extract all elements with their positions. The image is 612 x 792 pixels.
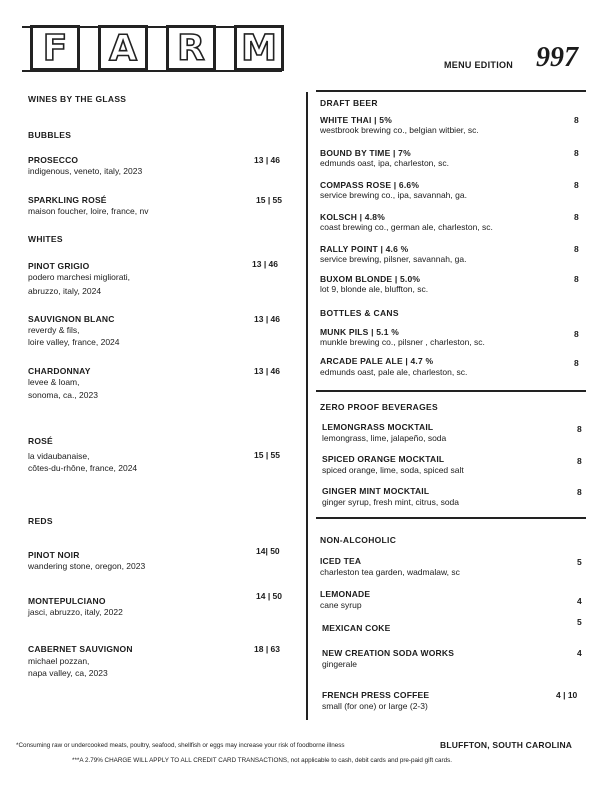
menu-item-desc: napa valley, ca, 2023 (28, 668, 108, 678)
logo-letter-a: A (98, 25, 148, 71)
menu-item-price: 8 (574, 212, 579, 222)
menu-item-price: 4 | 10 (556, 690, 578, 700)
draft-beer-heading: DRAFT BEER (320, 98, 378, 108)
zero-proof-bottom-rule (316, 517, 586, 519)
menu-item-name: MEXICAN COKE (322, 623, 391, 633)
menu-item-price: 8 (574, 274, 579, 284)
menu-item-desc: small (for one) or large (2-3) (322, 701, 428, 711)
menu-item-name: LEMONADE (320, 589, 371, 599)
credit-card-charge-note: ***A 2.79% CHARGE WILL APPLY TO ALL CREDIT CARD TRANSACTIONS, not applicable to cash, debit cards and pre-paid gift cards. (72, 757, 452, 764)
menu-item-name: NEW CREATION SODA WORKS (322, 648, 455, 658)
menu-item-price: 8 (577, 456, 582, 466)
menu-item-desc: cane syrup (320, 600, 362, 610)
menu-item-desc: podero marchesi migliorati, (28, 272, 131, 282)
non-alcoholic-heading: NON-ALCOHOLIC (320, 535, 397, 545)
menu-item-price: 13 | 46 (254, 155, 281, 165)
logo-letter-m: M (234, 25, 284, 71)
menu-item-desc: la vidaubanaise, (28, 451, 90, 461)
menu-item-name: BOUND BY TIME | 7% (320, 148, 411, 158)
menu-item-price: 14 | 50 (256, 591, 283, 601)
menu-item-name: PINOT GRIGIO (28, 261, 90, 271)
foodborne-warning: *Consuming raw or undercooked meats, poultry, seafood, shellfish or eggs may increase your risk of foodborne illness (16, 742, 345, 749)
menu-item-price: 8 (574, 180, 579, 190)
menu-item-price: 8 (577, 424, 582, 434)
menu-item-desc: michael pozzan, (28, 656, 90, 666)
menu-item-name: BUXOM BLONDE | 5.0% (320, 274, 421, 284)
menu-item-name: PROSECCO (28, 155, 79, 165)
menu-item-name: CHARDONNAY (28, 366, 91, 376)
menu-item-desc: gingerale (322, 659, 357, 669)
menu-item-price: 4 (577, 596, 582, 606)
menu-item-name: COMPASS ROSE | 6.6% (320, 180, 420, 190)
menu-item-name: MONTEPULCIANO (28, 596, 106, 606)
menu-item-desc: edmunds oast, ipa, charleston, sc. (320, 158, 449, 168)
menu-item-name: SPICED ORANGE MOCKTAIL (322, 454, 445, 464)
menu-item-desc: reverdy & fils, (28, 325, 80, 335)
zero-proof-top-rule (316, 390, 586, 392)
bubbles-heading: BUBBLES (28, 130, 72, 140)
menu-item-name: LEMONGRASS MOCKTAIL (322, 422, 434, 432)
right-column-top-rule (316, 90, 586, 92)
zero-proof-heading: ZERO PROOF BEVERAGES (320, 402, 438, 412)
menu-item-price: 13 | 46 (254, 314, 281, 324)
menu-item-desc: loire valley, france, 2024 (28, 337, 120, 347)
menu-item-price: 15 | 55 (254, 450, 281, 460)
column-divider (306, 92, 308, 720)
menu-item-desc: charleston tea garden, wadmalaw, sc (320, 567, 460, 577)
menu-item-name: ROSÉ (28, 436, 53, 446)
menu-item-desc: ginger syrup, fresh mint, citrus, soda (322, 497, 460, 507)
menu-item-name: SPARKLING ROSÉ (28, 195, 107, 205)
menu-item-price: 15 | 55 (256, 195, 283, 205)
menu-item-name: CABERNET SAUVIGNON (28, 644, 133, 654)
menu-item-price: 4 (577, 648, 582, 658)
menu-item-name: SAUVIGNON BLANC (28, 314, 115, 324)
menu-item-desc: indigenous, veneto, italy, 2023 (28, 166, 143, 176)
menu-item-desc: lot 9, blonde ale, bluffton, sc. (320, 284, 429, 294)
menu-item-desc: maison foucher, loire, france, nv (28, 206, 149, 216)
menu-item-desc: coast brewing co., german ale, charleston, sc. (320, 222, 493, 232)
menu-item-price: 8 (574, 358, 579, 368)
menu-item-price: 8 (574, 329, 579, 339)
reds-heading: REDS (28, 516, 53, 526)
menu-item-name: FRENCH PRESS COFFEE (322, 690, 430, 700)
menu-item-price: 5 (577, 617, 582, 627)
menu-item-desc: abruzzo, italy, 2024 (28, 286, 102, 296)
menu-item-name: ICED TEA (320, 556, 362, 566)
menu-item-price: 8 (574, 244, 579, 254)
menu-item-desc: munkle brewing co., pilsner , charleston, sc. (320, 337, 485, 347)
menu-item-name: KOLSCH | 4.8% (320, 212, 385, 222)
whites-heading: WHITES (28, 234, 63, 244)
menu-item-name: MUNK PILS | 5.1 % (320, 327, 399, 337)
menu-item-desc: sonoma, ca., 2023 (28, 390, 98, 400)
edition-number: 997 (536, 42, 578, 73)
menu-item-name: WHITE THAI | 5% (320, 115, 392, 125)
menu-item-desc: spiced orange, lime, soda, spiced salt (322, 465, 464, 475)
menu-item-name: ARCADE PALE ALE | 4.7 % (320, 356, 434, 366)
menu-item-name: RALLY POINT | 4.6 % (320, 244, 409, 254)
menu-item-price: 14| 50 (256, 546, 280, 556)
menu-item-desc: côtes-du-rhône, france, 2024 (28, 463, 138, 473)
menu-item-price: 8 (577, 487, 582, 497)
logo-letter-r: R (166, 25, 216, 71)
menu-item-desc: lemongrass, lime, jalapeño, soda (322, 433, 447, 443)
menu-item-price: 13 | 46 (252, 259, 279, 269)
menu-item-desc: service brewing co., ipa, savannah, ga. (320, 190, 467, 200)
menu-item-price: 8 (574, 115, 579, 125)
menu-item-price: 13 | 46 (254, 366, 281, 376)
location: BLUFFTON, SOUTH CAROLINA (440, 740, 573, 750)
menu-item-price: 18 | 63 (254, 644, 281, 654)
menu-item-desc: jasci, abruzzo, italy, 2022 (28, 607, 123, 617)
menu-item-desc: levee & loam, (28, 377, 80, 387)
menu-item-desc: wandering stone, oregon, 2023 (28, 561, 146, 571)
menu-item-price: 5 (577, 557, 582, 567)
bottles-heading: BOTTLES & CANS (320, 308, 399, 318)
wines-title: WINES BY THE GLASS (28, 94, 127, 104)
menu-item-name: PINOT NOIR (28, 550, 80, 560)
menu-item-desc: westbrook brewing co., belgian witbier, sc. (320, 125, 479, 135)
menu-item-price: 8 (574, 148, 579, 158)
logo-letter-f: F (30, 25, 80, 71)
edition-label: MENU EDITION (444, 60, 514, 70)
menu-item-desc: service brewing, pilsner, savannah, ga. (320, 254, 467, 264)
menu-item-desc: edmunds oast, pale ale, charleston, sc. (320, 367, 468, 377)
menu-item-name: GINGER MINT MOCKTAIL (322, 486, 430, 496)
